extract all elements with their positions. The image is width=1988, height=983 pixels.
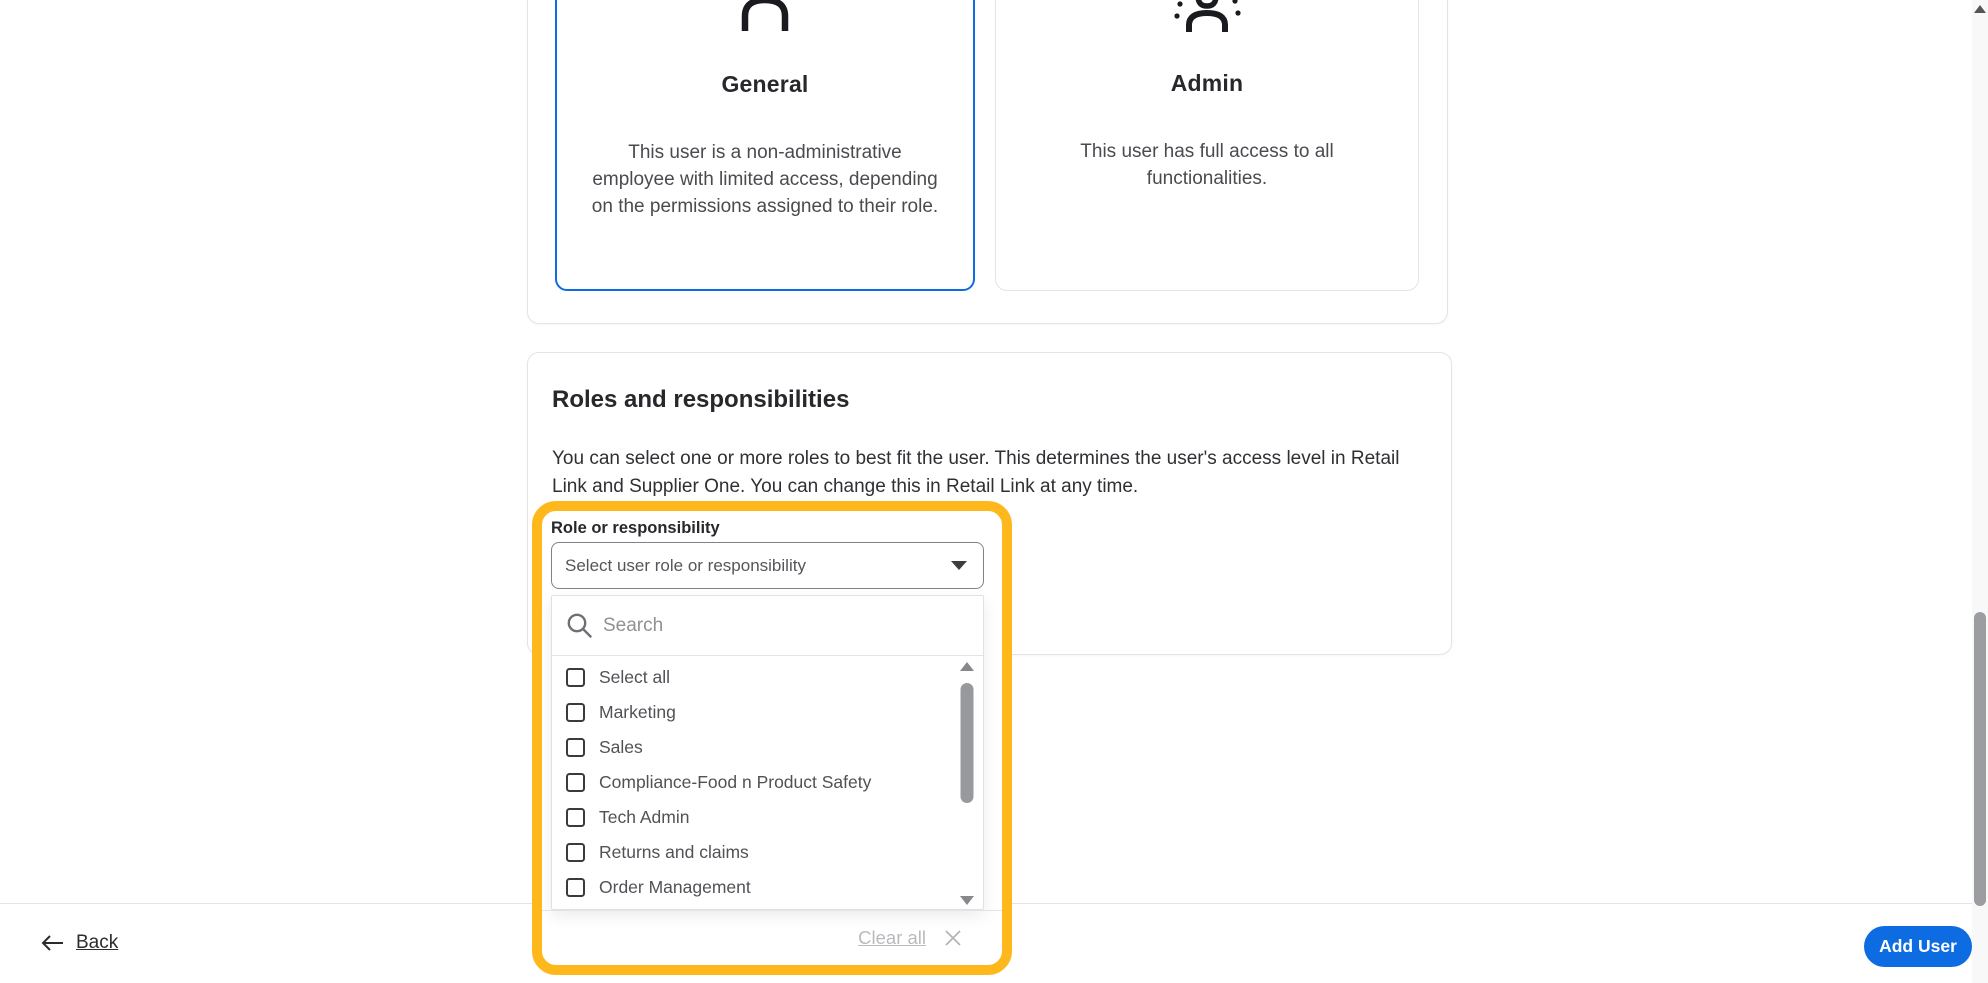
role-option-tech-admin[interactable] — [552, 800, 983, 835]
section-description: You can select one or more roles to best fit the user. This determines the user's access level in Retail Link and Supplier One. You can change this in Retail Link at any time. — [552, 448, 1400, 497]
dropdown-scrollbar[interactable] — [957, 661, 977, 905]
page-scroll-up-icon[interactable] — [1974, 5, 1986, 13]
role-option-marketing[interactable] — [552, 695, 983, 730]
dropdown-scrollbar-thumb[interactable] — [961, 683, 974, 803]
role-option-compliance-food-n-product-safety[interactable] — [552, 765, 983, 800]
page-scrollbar[interactable] — [1972, 0, 1988, 983]
role-option-checkbox[interactable] — [566, 808, 585, 827]
role-option-label: Marketing — [599, 702, 676, 722]
page-scrollbar-thumb[interactable] — [1974, 612, 1986, 906]
role-option-label: Tech Admin — [599, 807, 690, 827]
role-option-order-management[interactable] — [552, 870, 983, 905]
role-card-title: Admin — [1170, 70, 1244, 96]
role-option-select-all[interactable] — [552, 660, 983, 695]
role-card-title: General — [721, 71, 809, 97]
role-dropdown-label: Role or responsibility — [551, 519, 720, 537]
search-icon — [566, 612, 593, 639]
role-card-description: This user is a non-administrative employee with limited access, depending on the permissions assigned to their role. — [591, 142, 939, 217]
role-select[interactable] — [551, 542, 984, 589]
role-card-admin[interactable] — [995, 0, 1419, 291]
role-option-label: Order Management — [599, 877, 751, 897]
role-type-section — [527, 0, 1448, 324]
role-card-description: This user has full access to all functionalities. — [1080, 141, 1334, 189]
back-label: Back — [76, 932, 119, 953]
role-option-checkbox[interactable] — [566, 878, 585, 897]
role-search-row — [552, 596, 983, 656]
role-dropdown-highlight — [532, 501, 1012, 975]
role-search-input[interactable] — [603, 615, 983, 637]
scroll-down-icon[interactable] — [960, 896, 974, 905]
role-select-placeholder: Select user role or responsibility — [565, 555, 806, 575]
role-option-label: Returns and claims — [599, 842, 749, 862]
role-option-checkbox[interactable] — [566, 773, 585, 792]
role-option-label: Sales — [599, 737, 643, 757]
role-option-label: Select all — [599, 667, 671, 687]
back-arrow-icon — [40, 934, 64, 952]
back-button[interactable] — [40, 932, 118, 954]
scroll-up-icon[interactable] — [960, 662, 974, 671]
user-icon — [738, 0, 792, 31]
role-option-checkbox[interactable] — [566, 668, 585, 687]
chevron-down-icon — [951, 561, 967, 570]
role-option-list — [552, 657, 983, 911]
section-heading: Roles and responsibilities — [552, 386, 850, 413]
role-option-checkbox[interactable] — [566, 843, 585, 862]
role-dropdown-panel — [551, 595, 984, 910]
clear-all-link[interactable]: Clear all — [858, 927, 926, 948]
role-option-sales[interactable] — [552, 730, 983, 765]
role-option-checkbox[interactable] — [566, 738, 585, 757]
close-icon[interactable] — [942, 927, 964, 949]
role-option-label: Compliance-Food n Product Safety — [599, 772, 872, 792]
role-option-checkbox[interactable] — [566, 703, 585, 722]
user-sparkles-icon — [1175, 0, 1239, 32]
role-option-returns-and-claims[interactable] — [552, 835, 983, 870]
role-card-general[interactable] — [555, 0, 975, 291]
add-user-button[interactable]: Add User — [1864, 926, 1972, 967]
dropdown-footer — [542, 911, 1002, 965]
